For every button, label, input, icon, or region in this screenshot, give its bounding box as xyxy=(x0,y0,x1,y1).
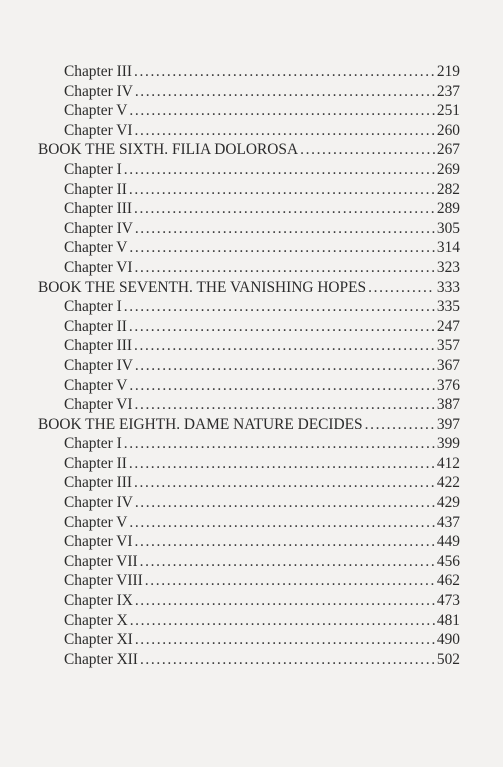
dot-leader xyxy=(129,376,435,396)
toc-entry-page-number: 267 xyxy=(436,141,460,159)
toc-entry-page-number: 412 xyxy=(436,454,460,472)
toc-entry-title: Chapter III xyxy=(64,63,132,80)
toc-book-entry xyxy=(38,140,460,160)
dot-leader xyxy=(135,395,435,415)
toc-entry-page-number: 481 xyxy=(436,611,460,629)
dot-leader xyxy=(135,630,435,650)
dot-leader xyxy=(124,297,435,317)
toc-entry-title: Chapter VI xyxy=(64,533,133,551)
toc-entry-title: Chapter VI xyxy=(64,396,133,414)
toc-entry-page-number: 462 xyxy=(436,572,460,590)
toc-chapter-entry xyxy=(38,317,460,337)
toc-chapter-entry xyxy=(38,591,460,611)
toc-chapter-entry xyxy=(38,238,460,258)
toc-entry-title: Chapter I xyxy=(64,298,122,316)
toc-entry-page-number: 219 xyxy=(436,63,460,80)
toc-book-entry xyxy=(38,415,460,435)
dot-leader xyxy=(135,219,435,239)
toc-entry-title: BOOK THE EIGHTH. DAME NATURE DECIDES xyxy=(38,415,363,433)
dot-leader xyxy=(135,121,435,141)
toc-entry-page-number: 367 xyxy=(436,356,460,374)
toc-entry-page-number: 397 xyxy=(436,415,460,433)
toc-chapter-entry xyxy=(38,62,460,82)
toc-entry-title: Chapter III xyxy=(64,474,132,492)
toc-entry-title: Chapter VII xyxy=(64,552,138,570)
toc-entry-title: BOOK THE SIXTH. FILIA DOLOROSA xyxy=(38,141,299,159)
dot-leader xyxy=(140,552,435,572)
toc-chapter-entry xyxy=(38,532,460,552)
dot-leader xyxy=(135,493,435,513)
dot-leader xyxy=(368,278,435,298)
toc-chapter-entry xyxy=(38,454,460,474)
toc-chapter-entry xyxy=(38,552,460,572)
toc-entry-title: Chapter IX xyxy=(64,592,133,610)
toc-entry-page-number: 305 xyxy=(436,219,460,237)
toc-entry-title: Chapter IV xyxy=(64,219,133,237)
toc-entry-title: Chapter I xyxy=(64,435,122,453)
toc-entry-page-number: 237 xyxy=(436,82,460,100)
toc-entry-page-number: 251 xyxy=(436,102,460,120)
toc-chapter-entry xyxy=(38,180,460,200)
dot-leader xyxy=(129,101,435,121)
toc-chapter-entry xyxy=(38,571,460,591)
dot-leader xyxy=(134,199,435,219)
toc-entry-page-number: 449 xyxy=(436,533,460,551)
toc-entry-title: Chapter VI xyxy=(64,121,133,139)
dot-leader xyxy=(135,258,435,278)
toc-entry-title: Chapter II xyxy=(64,180,127,198)
toc-chapter-entry xyxy=(38,356,460,376)
toc-entry-page-number: 260 xyxy=(436,121,460,139)
dot-leader xyxy=(124,434,435,454)
dot-leader xyxy=(134,62,435,82)
toc-entry-title: Chapter IV xyxy=(64,82,133,100)
toc-entry-page-number: 247 xyxy=(436,317,460,335)
dot-leader xyxy=(129,454,435,474)
toc-entry-title: Chapter XI xyxy=(64,631,133,649)
toc-entry-page-number: 323 xyxy=(436,258,460,276)
toc-entry-page-number: 357 xyxy=(436,337,460,355)
toc-entry-page-number: 376 xyxy=(436,376,460,394)
toc-chapter-entry xyxy=(38,611,460,631)
toc-entry-title: Chapter IV xyxy=(64,356,133,374)
toc-chapter-entry xyxy=(38,493,460,513)
toc-chapter-entry xyxy=(38,258,460,278)
toc-entry-title: Chapter VIII xyxy=(64,572,143,590)
toc-entry-page-number: 314 xyxy=(436,239,460,257)
toc-entry-title: Chapter V xyxy=(64,513,128,531)
toc-chapter-entry xyxy=(38,395,460,415)
toc-entry-title: Chapter III xyxy=(64,337,132,355)
toc-book-entry xyxy=(38,278,460,298)
toc-chapter-entry xyxy=(38,650,460,670)
toc-entry-page-number: 422 xyxy=(436,474,460,492)
toc-entry-title: BOOK THE SEVENTH. THE VANISHING HOPES xyxy=(38,278,367,296)
toc-entry-page-number: 289 xyxy=(436,200,460,218)
toc-chapter-entry xyxy=(38,101,460,121)
toc-chapter-entry xyxy=(38,82,460,102)
toc-entry-page-number: 399 xyxy=(436,435,460,453)
toc-entry-page-number: 473 xyxy=(436,592,460,610)
toc-chapter-entry xyxy=(38,199,460,219)
toc-chapter-entry xyxy=(38,336,460,356)
dot-leader xyxy=(134,336,435,356)
dot-leader xyxy=(134,473,435,493)
dot-leader xyxy=(135,356,435,376)
dot-leader xyxy=(135,532,435,552)
toc-entry-page-number: 387 xyxy=(436,396,460,414)
toc-entry-page-number: 269 xyxy=(436,160,460,178)
toc-chapter-entry xyxy=(38,121,460,141)
toc-chapter-entry xyxy=(38,297,460,317)
toc-entry-page-number: 333 xyxy=(436,278,460,296)
toc-chapter-entry xyxy=(38,434,460,454)
dot-leader xyxy=(135,82,435,102)
dot-leader xyxy=(365,415,435,435)
toc-entry-title: Chapter VI xyxy=(64,258,133,276)
toc-entry-title: Chapter IV xyxy=(64,494,133,512)
dot-leader xyxy=(124,160,435,180)
toc-chapter-entry xyxy=(38,219,460,239)
dot-leader xyxy=(129,180,435,200)
toc-entry-title: Chapter II xyxy=(64,454,127,472)
toc-entry-page-number: 490 xyxy=(436,631,460,649)
toc-entry-title: Chapter X xyxy=(64,611,128,629)
toc-chapter-entry xyxy=(38,473,460,493)
dot-leader xyxy=(145,571,435,591)
toc-entry-title: Chapter III xyxy=(64,200,132,218)
toc-chapter-entry xyxy=(38,376,460,396)
toc-entry-title: Chapter I xyxy=(64,160,122,178)
toc-entry-page-number: 282 xyxy=(436,180,460,198)
toc-chapter-entry xyxy=(38,513,460,533)
dot-leader xyxy=(129,238,435,258)
toc-entry-title: Chapter XII xyxy=(64,650,138,668)
toc-entry-page-number: 335 xyxy=(436,298,460,316)
toc-entry-page-number: 437 xyxy=(436,513,460,531)
dot-leader xyxy=(129,317,435,337)
toc-entry-title: Chapter V xyxy=(64,102,128,120)
dot-leader xyxy=(135,591,435,611)
dot-leader xyxy=(140,650,435,670)
dot-leader xyxy=(130,611,435,631)
toc-entry-title: Chapter II xyxy=(64,317,127,335)
toc-entry-page-number: 456 xyxy=(436,552,460,570)
toc-chapter-entry xyxy=(38,160,460,180)
dot-leader xyxy=(129,513,435,533)
toc-entry-page-number: 502 xyxy=(436,650,460,668)
table-of-contents xyxy=(38,62,460,669)
toc-chapter-entry xyxy=(38,630,460,650)
toc-entry-title: Chapter V xyxy=(64,376,128,394)
toc-entry-page-number: 429 xyxy=(436,494,460,512)
toc-entry-title: Chapter V xyxy=(64,239,128,257)
dot-leader xyxy=(300,140,435,160)
